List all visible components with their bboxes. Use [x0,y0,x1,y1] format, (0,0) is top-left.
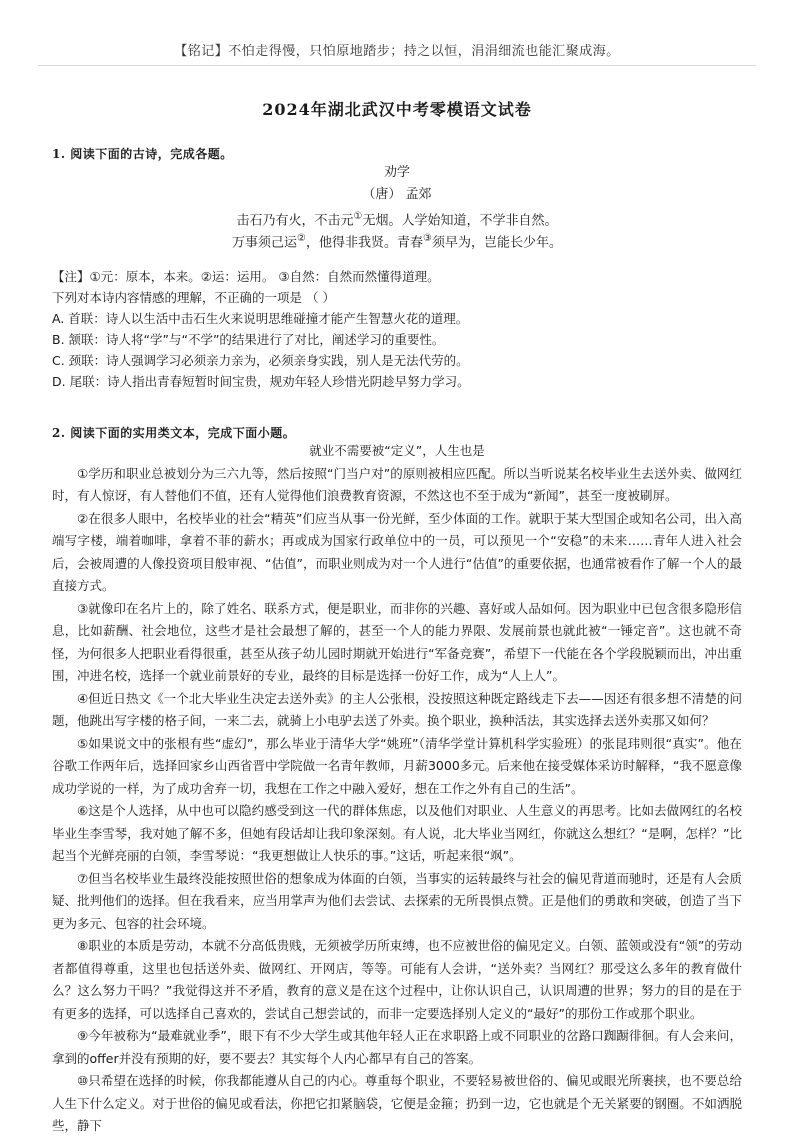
question-1-prompt: 下列对本诗内容情感的理解，不正确的一项是 （ ） [52,290,335,305]
option-a: A. 首联：诗人以生活中击石生火来说明思维碰撞才能产生智慧火花的道理。 [52,311,469,326]
article-paragraph: ⑨今年被称为“最难就业季”，眼下有不少大学生或其他年轻人正在求职路上或不同职业的岔路口踟蹰徘徊。有人会来问，拿到的offer并没有预期的好，要不要去？其实每个人内心都早有自己的答案。 [52,1028,742,1066]
article-subtitle: 就业不需要被“定义”，人生也是 [309,443,485,458]
poem-text: 击石乃有火，不击元 [236,213,354,229]
poem-text: ，他得非我贤。青春 [305,235,423,251]
footnote-mark: ① [353,211,363,222]
header-motto: 【铭记】不怕走得慢，只怕原地踏步；持之以恒，涓涓细流也能汇聚成海。 [174,44,620,59]
article-paragraph: ⑤如果说文中的张根有些“虚幻”，那么毕业于清华大学“姚班”（清华学堂计算机科学实验班）的张昆玮则很“真实”。他在谷歌工作两年后，选择回家乡山西省晋中学院做一名青年教师，月薪3000多元。后来他在接受媒体采访时解释，“我不愿意像成功学说的一样，为了成功舍弃一切，我想在工作之中融入爱好，想在工作之外有自己的生活”。 [52,735,742,796]
poem-text: 须早为，岂能长少年。 [431,235,562,251]
poem-line-2 [0,228,794,254]
article-paragraph: ⑩只希望在选择的时候，你我都能遵从自己的内心。尊重每个职业，不要轻易被世俗的、偏见或眼光所裹挟，也不要总给人生下什么定义。对于世俗的偏见或看法，你把它扣紧脑袋，它便是金箍；扔到一边，它也就是个无关紧要的钢圈。不如洒脱些，静下 [52,1073,742,1133]
article-paragraph: ①学历和职业总被划分为三六九等，然后按照“门当户对”的原则被相应匹配。所以当听说某名校毕业生去送外卖、做网红时，有人惊讶，有人替他们不值，还有人觉得他们浪费教育资源，不然这也不至于成为“新闻”，甚至一度被刷屏。 [52,465,742,503]
article-paragraph: ⑥这是个人选择，从中也可以隐约感受到这一代的群体焦虑，以及他们对职业、人生意义的再思考。比如去做网红的名校毕业生李雪琴，我对她了解不多，但她有段话却让我印象深刻。有人说，北大毕业当网红，你就这么想红？“是啊，怎样？”比起当个光鲜亮丽的白领，李雪琴说：“我更想做让人快乐的事。”这话，听起来很“飒”。 [52,803,742,863]
header-divider [38,65,756,66]
poem-author: （唐） 孟郊 [362,187,432,202]
option-b: B. 颔联：诗人将“学”与“不学”的结果进行了对比，阐述学习的重要性。 [52,332,445,347]
article-paragraph: ③就像印在名片上的，除了姓名、联系方式，便是职业，而非你的兴趣、喜好或人品如何。因为职业中已包含很多隐形信息，比如薪酬、社会地位，这些才是社会最想了解的，甚至一个人的能力界限、发展前景也就此被“一锤定音”。这也就不奇怪，为何很多人把职业看得很重，甚至从孩子幼儿园时期就开始进行“军备竞赛”，希望下一代能在各个学段脱颖而出，冲出重围，冲进名校，选择一个就业前景好的专业，最终的目标是选择一份好工作，成为“人上人”。 [52,600,742,683]
poem-text: 万事须己运 [232,235,298,251]
page-title: 2024年湖北武汉中考零模语文试卷 [262,100,532,119]
option-c: C. 颈联：诗人强调学习必须亲力亲为，必须亲身实践，别人是无法代劳的。 [52,353,469,368]
article-paragraph: ④但近日热文《一个北大毕业生决定去送外卖》的主人公张根，没按照这种既定路线走下去——因还有很多想不清楚的问题，他跳出写字楼的格子间，一来二去，就骑上小电驴去送了外卖。换个职业，换种活法，其实选择去送外卖那又如何？ [52,690,742,728]
article-paragraph: ②在很多人眼中，名校毕业的社会“精英”们应当从事一份光鲜，至少体面的工作。就职于某大型国企或知名公司，出入高端写字楼，端着咖啡，拿着不菲的薪水；再或成为国家行政单位中的一员，可以预见一个“安稳”的未来……青年人进入社会后，会被周遭的人像投资项目般审视、“估值”，而职业则成为对一个人进行“估值”的重要依据，也通常被看作了解一个人的最直接方式。 [52,510,742,593]
footnote-mark: ③ [423,233,432,244]
article-paragraph: ⑦但当名校毕业生最终没能按照世俗的想象成为体面的白领，当事实的运转最终与社会的偏见背道而驰时，还是有人会质疑、批判他们的选择。但在我看来，应当用掌声为他们去尝试、去探索的无所畏惧点赞。正是他们的勇敢和突破，创造了当下更为多元、包容的社会环境。 [52,870,742,931]
question-2-heading: 2. 阅读下面的实用类文本，完成下面小题。 [52,426,296,440]
poem-text: 无烟。人学始知道，不学非自然。 [362,213,558,229]
article-body [52,440,742,1138]
option-d: D. 尾联：诗人指出青春短暂时间宝贵，规劝年轻人珍惜光阴趁早努力学习。 [52,374,470,389]
footnote-mark: ② [297,233,306,244]
poem-note: 【注】①元：原本，本来。②运：运用。 ③自然：自然而然懂得道理。 [52,269,440,284]
question-1-heading: 1. 阅读下面的古诗，完成各题。 [52,147,233,161]
poem-title: 劝学 [383,165,410,180]
article-paragraph: ⑧职业的本质是劳动，本就不分高低贵贱，无须被学历所束缚，也不应被世俗的偏见定义。白领、蓝领或没有“领”的劳动者都值得尊重，这里也包括送外卖、做网红、开网店，等等。可能有人会讲，“送外卖？当网红？那受这么多年的教育做什么？这么努力干吗？”我觉得这并不矛盾，教育的意义是在这个过程中，让你认识自己，认识周遭的世界；努力的目的是在于有更多的选择，可以选择自己喜欢的，尝试自己想尝试的，而非一定要选择别人定义的“最好”的那份工作或那个职业。 [52,938,742,1021]
